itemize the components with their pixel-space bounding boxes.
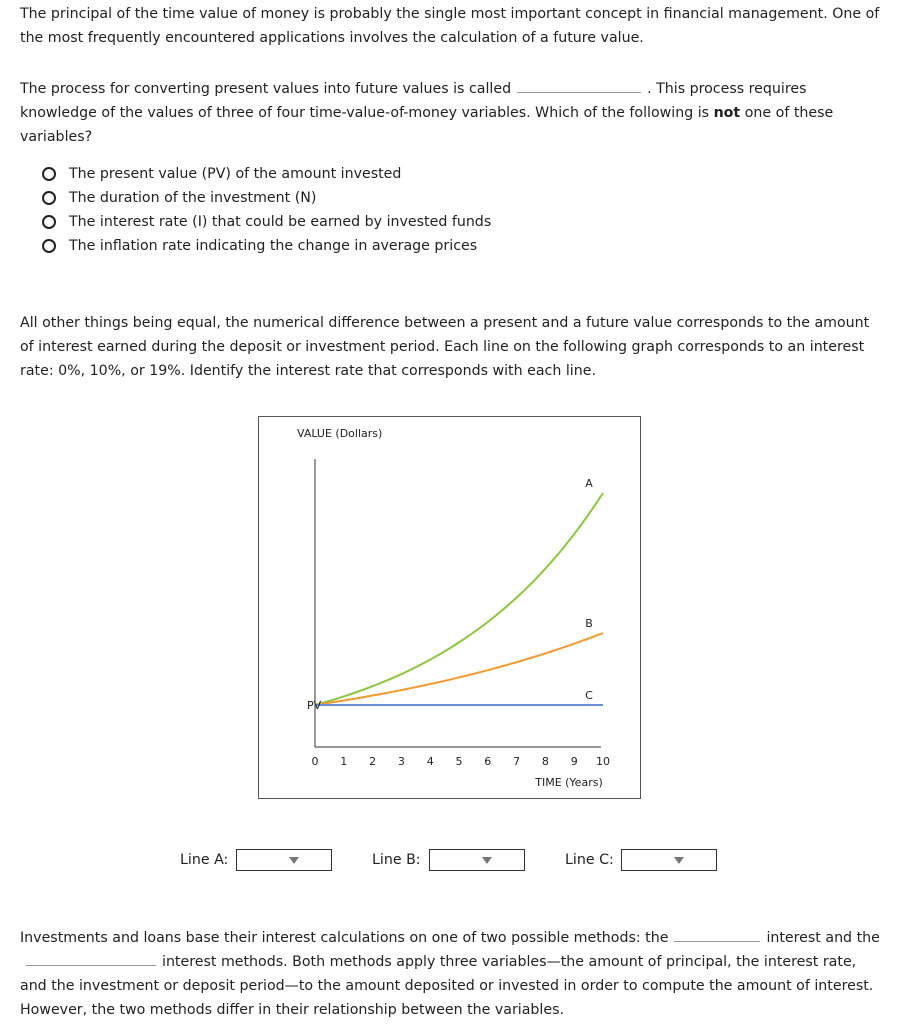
- dropdown-arrow-icon: [482, 857, 492, 864]
- series-line-a: [315, 493, 603, 705]
- question1-bold-not: not: [713, 105, 741, 121]
- series-label-c: C: [585, 689, 593, 702]
- line-c-dropdown[interactable]: [621, 849, 717, 871]
- x-tick-label: 1: [340, 755, 348, 768]
- question1-text-3: one of these variables?: [20, 105, 834, 145]
- question3-paragraph: [20, 926, 880, 1022]
- dropdown-arrow-icon: [674, 857, 684, 864]
- future-value-graph: [258, 416, 641, 799]
- option-label: The duration of the investment (N): [69, 190, 317, 206]
- line-a-dropdown[interactable]: [236, 849, 332, 871]
- y-axis-label: VALUE (Dollars): [297, 427, 383, 440]
- question2-paragraph: [20, 311, 880, 383]
- line-a-label: Line A:: [180, 852, 229, 868]
- option-duration[interactable]: [42, 186, 491, 210]
- process-name-blank[interactable]: [517, 78, 641, 93]
- method-blank-1[interactable]: [674, 927, 760, 942]
- series-label-a: A: [585, 477, 593, 490]
- question1-paragraph: [20, 77, 880, 149]
- x-tick-label: 0: [311, 755, 319, 768]
- x-tick-label: 5: [455, 755, 463, 768]
- x-tick-label: 6: [484, 755, 492, 768]
- x-tick-label: 4: [426, 755, 434, 768]
- radio-button[interactable]: [42, 191, 56, 205]
- question1-text-1: The process for converting present values into future values is called: [20, 81, 512, 97]
- option-label: The present value (PV) of the amount invested: [69, 166, 402, 182]
- series-line-b: [315, 633, 603, 705]
- x-tick-label: 9: [570, 755, 578, 768]
- method-blank-2[interactable]: [26, 951, 156, 966]
- x-tick-label: 2: [369, 755, 377, 768]
- series-label-b: B: [585, 617, 593, 631]
- option-inflation-rate[interactable]: [42, 234, 491, 258]
- line-b-dropdown[interactable]: [429, 849, 525, 871]
- radio-button[interactable]: [42, 167, 56, 181]
- line-c-label: Line C:: [565, 852, 614, 868]
- radio-button[interactable]: [42, 215, 56, 229]
- question2-text: All other things being equal, the numerical difference between a present and a future value corresponds to the amount of interest earned during the deposit or investment period. Each line on the following graph corresponds to an interest rate: 0%, 10%, or 19%. Identify the interest rate that corresponds with each line.: [20, 315, 870, 379]
- option-present-value[interactable]: [42, 162, 491, 186]
- intro-text: The principal of the time value of money is probably the single most important concept in financial management. One of the most frequently encountered applications involves the calculation of a future value.: [20, 6, 880, 46]
- x-tick-label: 7: [513, 755, 521, 768]
- answer-options: [42, 162, 491, 258]
- x-tick-label: 3: [397, 755, 405, 768]
- option-label: The inflation rate indicating the change in average prices: [69, 238, 478, 254]
- radio-button[interactable]: [42, 239, 56, 253]
- intro-paragraph: [20, 2, 880, 50]
- question3-text-1: Investments and loans base their interest calculations on one of two possible methods: the: [20, 930, 669, 946]
- x-tick-label: 10: [596, 755, 610, 768]
- line-b-label: Line B:: [372, 852, 421, 868]
- question3-text-2: interest and the: [766, 930, 880, 946]
- question1-text-2: . This process requires knowledge of the values of three of four time-value-of-money variables. Which of the following is: [20, 81, 807, 121]
- x-tick-label: 8: [541, 755, 549, 768]
- option-label: The interest rate (I) that could be earned by invested funds: [69, 214, 492, 230]
- question3-text-3: interest methods. Both methods apply three variables—the amount of principal, the interest rate, and the investment or deposit period—to the amount deposited or invested in order to compute the amount of interest. However, the two methods differ in their relationship between the variables.: [20, 954, 874, 1018]
- x-axis-label: TIME (Years): [535, 776, 603, 789]
- dropdown-arrow-icon: [289, 857, 299, 864]
- option-interest-rate[interactable]: [42, 210, 491, 234]
- pv-label: PV: [307, 699, 322, 712]
- chart-svg: [259, 417, 640, 798]
